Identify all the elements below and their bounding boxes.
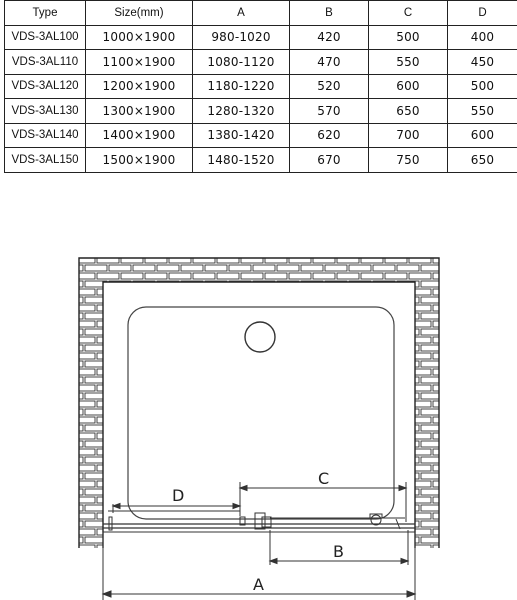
dimension-label-d: D (172, 486, 185, 505)
cell-d: 400 (448, 25, 517, 50)
cell-type: VDS-3AL140 (5, 123, 86, 148)
cell-b: 670 (290, 148, 369, 173)
cell-size: 1000×1900 (86, 25, 193, 50)
header-d: D (448, 1, 517, 26)
cell-size: 1400×1900 (86, 123, 193, 148)
cell-b: 470 (290, 50, 369, 75)
cell-b: 420 (290, 25, 369, 50)
cell-size: 1300×1900 (86, 99, 193, 124)
brick-wall (79, 258, 439, 548)
cell-a: 1080-1120 (193, 50, 290, 75)
cell-c: 550 (369, 50, 448, 75)
sliding-door (103, 511, 415, 532)
header-c: C (369, 1, 448, 26)
cell-c: 500 (369, 25, 448, 50)
cell-a: 1180-1220 (193, 74, 290, 99)
cell-size: 1500×1900 (86, 148, 193, 173)
cell-a: 1380-1420 (193, 123, 290, 148)
cell-a: 980-1020 (193, 25, 290, 50)
header-b: B (290, 1, 369, 26)
cell-a: 1280-1320 (193, 99, 290, 124)
header-a: A (193, 1, 290, 26)
cell-c: 600 (369, 74, 448, 99)
cell-size: 1100×1900 (86, 50, 193, 75)
cell-b: 520 (290, 74, 369, 99)
cell-size: 1200×1900 (86, 74, 193, 99)
cell-type: VDS-3AL120 (5, 74, 86, 99)
cell-type: VDS-3AL150 (5, 148, 86, 173)
cell-c: 750 (369, 148, 448, 173)
drain-icon (245, 322, 275, 352)
dimension-label-b: B (333, 542, 344, 561)
cell-c: 700 (369, 123, 448, 148)
cell-b: 620 (290, 123, 369, 148)
cell-type: VDS-3AL100 (5, 25, 86, 50)
cell-d: 600 (448, 123, 517, 148)
cell-c: 650 (369, 99, 448, 124)
cell-d: 550 (448, 99, 517, 124)
shower-tray (128, 307, 394, 519)
cell-a: 1480-1520 (193, 148, 290, 173)
header-size: Size(mm) (86, 1, 193, 26)
cell-type: VDS-3AL130 (5, 99, 86, 124)
dimension-label-c: C (318, 469, 330, 488)
cell-d: 650 (448, 148, 517, 173)
cell-d: 500 (448, 74, 517, 99)
cell-type: VDS-3AL110 (5, 50, 86, 75)
cell-b: 570 (290, 99, 369, 124)
header-type: Type (5, 1, 86, 26)
dimension-label-a: A (253, 575, 264, 594)
cell-d: 450 (448, 50, 517, 75)
